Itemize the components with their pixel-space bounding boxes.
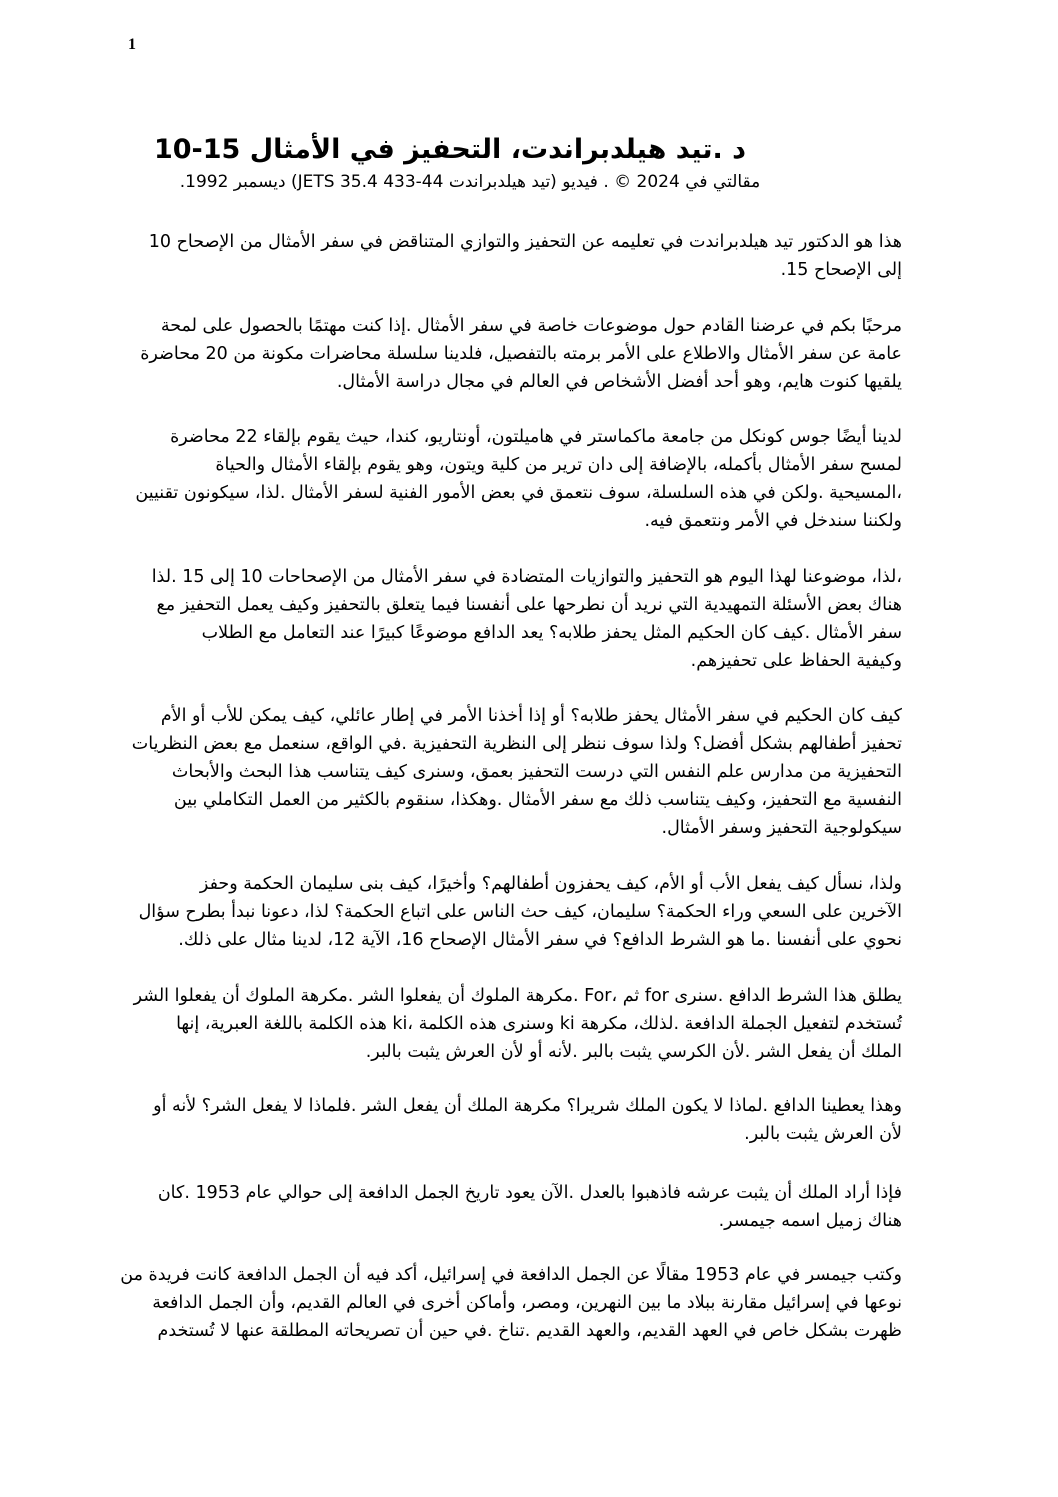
text-line: وكتب جيمسر في عام 1953 مقالًا عن الجمل الدافعة في إسرائيل، أكد فيه أن الجمل الدافعة كانت فريدة من (120, 1265, 902, 1285)
text-line: سيكولوجية التحفيز وسفر الأمثال. (661, 818, 902, 838)
text-line: لأن العرش يثبت بالبر. (744, 1124, 902, 1144)
text-line: هناك بعض الأسئلة التمهيدية التي نريد أن نطرحها على أنفسنا فيما يتعلق بالتحفيز وكيف يعمل التحفيز مع (156, 595, 902, 615)
text-line: ،المسيحية .ولكن في هذه السلسلة، سوف نتعمق في بعض الأمور الفنية لسفر الأمثال .لذا، سيكونون تقنيين (135, 483, 902, 503)
text-line: عامة عن سفر الأمثال والاطلاع على الأمر برمته بالتفصيل، فلدينا سلسلة محاضرات مكونة من 20 محاضرة (140, 344, 902, 364)
paragraph (130, 423, 902, 535)
text-line: ظهرت بشكل خاص في العهد القديم، والعهد القديم .تناخ .في حين أن تصريحاته المطلقة عنها لا تُستخدم (157, 1321, 902, 1341)
paragraph (130, 312, 902, 396)
text-line: فإذا أراد الملك أن يثبت عرشه فاذهبوا بالعدل .الآن يعود تاريخ الجمل الدافعة إلى حوالي عام 1953 .كان (157, 1183, 902, 1203)
text-line: هناك زميل اسمه جيمسر. (718, 1211, 902, 1231)
text-line: ولذا، نسأل كيف يفعل الأب أو الأم، كيف يحفزون أطفالهم؟ وأخيرًا، كيف بنى سليمان الحكمة وحفز (199, 874, 902, 894)
text-line: تُستخدم لتفعيل الجملة الدافعة .لذلك، مكرهة ki وسنرى هذه الكلمة ،ki هذه الكلمة باللغة العبرية، إنها (176, 1014, 902, 1034)
text-line: الملك أن يفعل الشر .لأن الكرسي يثبت بالبر .لأنه أو لأن العرش يثبت بالبر. (365, 1042, 902, 1062)
text-line: يلقيها كنوت هايم، وهو أحد أفضل الأشخاص في العالم في مجال دراسة الأمثال. (336, 372, 902, 392)
text-line: النفسية مع التحفيز، وكيف يتناسب ذلك مع سفر الأمثال .وهكذا، سنقوم بالكثير من العمل التكاملي بين (173, 790, 902, 810)
text-line: التحفيزية من مدارس علم النفس التي درست التحفيز بعمق، وسنرى كيف يتناسب هذا البحث والأبحاث (171, 762, 902, 782)
text-line: إلى الإصحاح 15. (780, 260, 902, 280)
text-line: يطلق هذا الشرط الدافع .سنرى for ثم ،For .مكرهة الملوك أن يفعلوا الشر .مكرهة الملوك أن يفعلوا الشر (133, 986, 902, 1006)
text-line: كيف كان الحكيم في سفر الأمثال يحفز طلابه؟ أو إذا أخذنا الأمر في إطار عائلي، كيف يمكن للأب أو الأم (160, 706, 902, 726)
text-line: الآخرين على السعي وراء الحكمة؟ سليمان، كيف حث الناس على اتباع الحكمة؟ لذا، دعونا نبدأ بطرح سؤال (138, 902, 902, 922)
page-number: 1 (128, 36, 136, 53)
paragraph (130, 1179, 902, 1235)
text-line: تحفيز أطفالهم بشكل أفضل؟ ولذا سوف ننظر إلى النظرية التحفيزية .في الواقع، سنعمل مع بعض النظريات (131, 734, 902, 754)
text-line: نحوي على أنفسنا .ما هو الشرط الدافع؟ في سفر الأمثال الإصحاح 16، الآية 12، لدينا مثال على ذلك. (178, 930, 902, 950)
text-line: نوعها في إسرائيل مقارنة ببلاد ما بين النهرين، ومصر، وأماكن أخرى في العالم القديم، وأن الجمل الدافعة (152, 1293, 902, 1313)
paragraph (130, 702, 902, 842)
text-line: وهذا يعطينا الدافع .لماذا لا يكون الملك شريرا؟ مكرهة الملك أن يفعل الشر .فلماذا لا يفعل الشر؟ لأنه أو (153, 1096, 902, 1116)
text-line: لدينا أيضًا جوس كونكل من جامعة ماكماستر في هاميلتون، أونتاريو، كندا، حيث يقوم بإلقاء 22 محاضرة (170, 427, 902, 447)
paragraph (120, 1261, 902, 1345)
text-line: مرحبًا بكم في عرضنا القادم حول موضوعات خاصة في سفر الأمثال .إذا كنت مهتمًا بالحصول على لمحة (160, 316, 902, 336)
text-line: هذا هو الدكتور تيد هيلدبراندت في تعليمه عن التحفيز والتوازي المتناقض في سفر الأمثال من الإصحاح 10 (148, 232, 902, 252)
paragraph (130, 1092, 902, 1148)
text-line: سفر الأمثال .كيف كان الحكيم المثل يحفز طلابه؟ يعد الدافع موضوعًا كبيرًا عند التعامل مع الطلاب (201, 623, 902, 643)
text-line: ،لذا، موضوعنا لهذا اليوم هو التحفيز والتوازيات المتضادة في سفر الأمثال من الإصحاحات 10 إلى 15 .لذا (151, 567, 902, 587)
paragraph (130, 870, 902, 954)
document-subtitle: مقالتي في 2024 © . فيديو (تيد هيلدبراندت JETS 35.4 433-44) ديسمبر 1992. (179, 172, 761, 192)
paragraph (130, 563, 902, 675)
text-line: ولكننا سندخل في الأمر ونتعمق فيه. (644, 511, 902, 531)
text-line: وكيفية الحفاظ على تحفيزهم. (690, 651, 902, 671)
text-line: لمسح سفر الأمثال بأكمله، بالإضافة إلى دان ترير من كلية ويتون، وهو يقوم بإلقاء الأمثال والحياة (215, 455, 902, 475)
paragraph (130, 228, 902, 284)
document-title: د .تيد هيلدبراندت، التحفيز في الأمثال 15-10 (153, 134, 747, 165)
paragraph (130, 982, 902, 1066)
